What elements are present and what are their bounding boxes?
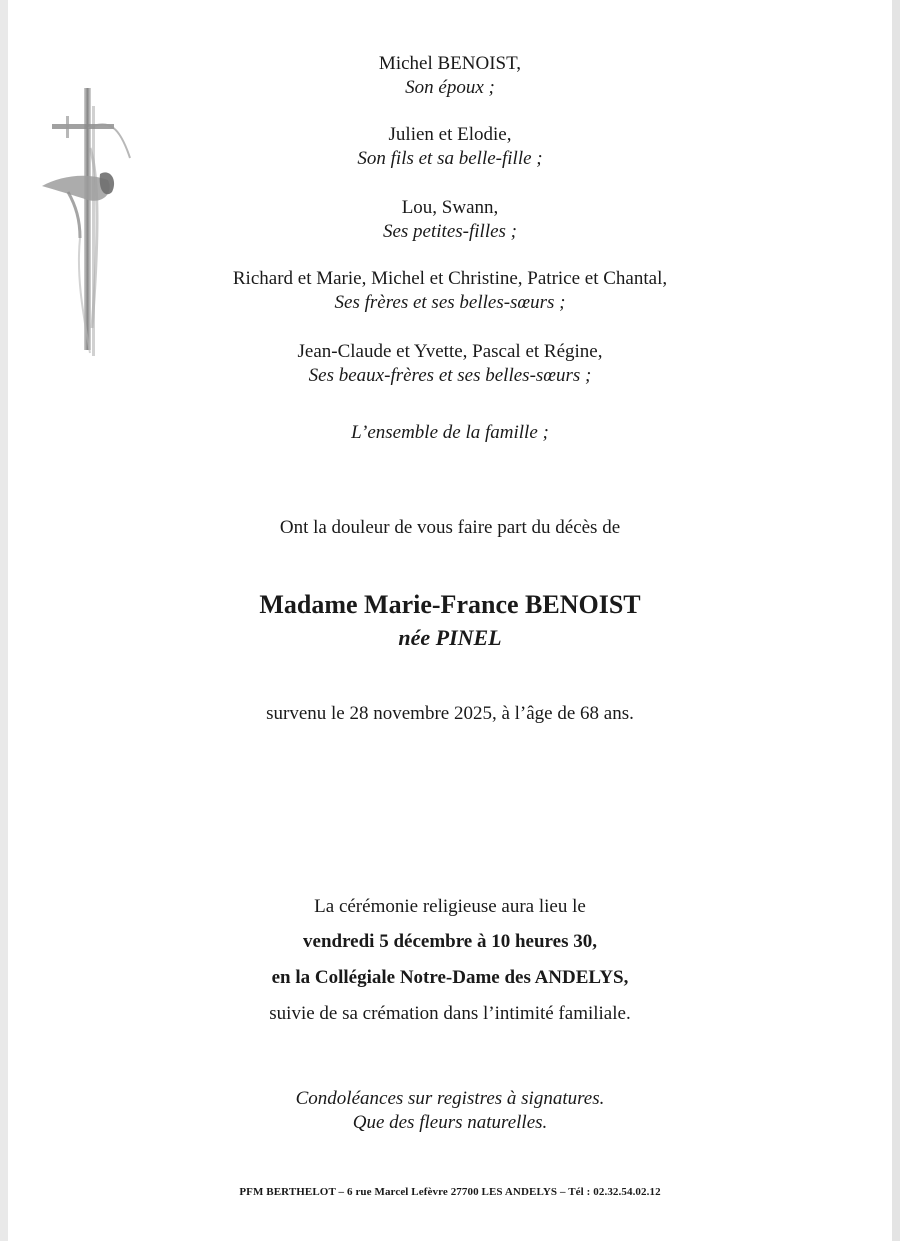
ceremony-place: en la Collégiale Notre-Dame des ANDELYS,	[271, 967, 629, 988]
ceremony-intro: La cérémonie religieuse aura lieu le	[314, 896, 586, 917]
family-member-1-relation: Son époux ;	[405, 77, 495, 98]
page-edge-shadow	[892, 0, 900, 1241]
family-member-2-relation: Son fils et sa belle-fille ;	[357, 148, 543, 169]
family-member-3-names: Lou, Swann,	[401, 197, 499, 218]
condolences-note: Condoléances sur registres à signatures.	[295, 1088, 605, 1109]
family-member-1-names: Michel BENOIST,	[378, 53, 522, 74]
family-member-2-names: Julien et Elodie,	[388, 124, 512, 145]
document-page	[8, 0, 892, 1241]
family-member-5-names: Jean-Claude et Yvette, Pascal et Régine,	[297, 341, 603, 362]
ceremony-date: vendredi 5 décembre à 10 heures 30,	[303, 931, 597, 952]
family-member-4-relation: Ses frères et ses belles-sœurs ;	[334, 292, 566, 313]
announcement-text: Ont la douleur de vous faire part du décès de	[279, 517, 621, 538]
death-info: survenu le 28 novembre 2025, à l’âge de 68 ans.	[266, 703, 634, 724]
deceased-name: Madame Marie-France BENOIST	[259, 590, 641, 619]
ceremony-followup: suivie de sa crémation dans l’intimité familiale.	[269, 1003, 631, 1024]
funeral-home-footer: PFM BERTHELOT – 6 rue Marcel Lefèvre 27700 LES ANDELYS – Tél : 02.32.54.02.12	[239, 1186, 661, 1198]
flowers-note: Que des fleurs naturelles.	[352, 1112, 548, 1133]
family-member-4-names: Richard et Marie, Michel et Christine, Patrice et Chantal,	[232, 268, 668, 289]
family-member-5-relation: Ses beaux-frères et ses belles-sœurs ;	[308, 365, 592, 386]
deceased-maiden-name: née PINEL	[398, 625, 502, 650]
family-member-3-relation: Ses petites-filles ;	[382, 221, 518, 242]
family-ensemble: L’ensemble de la famille ;	[351, 422, 549, 443]
